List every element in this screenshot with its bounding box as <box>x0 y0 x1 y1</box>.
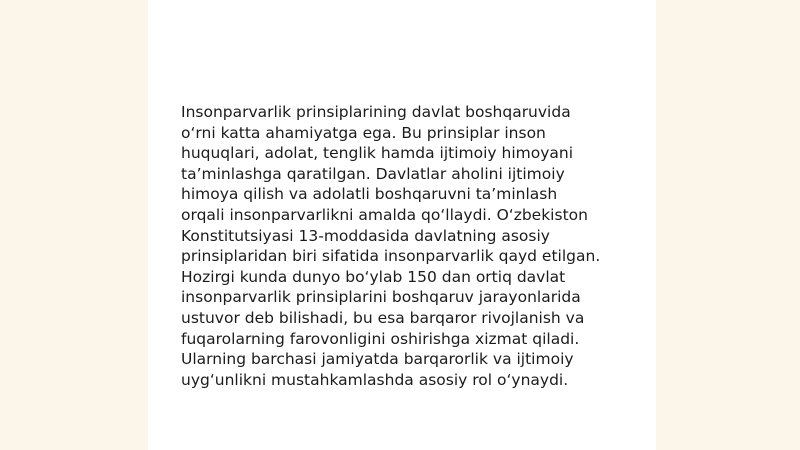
document-page <box>148 0 656 450</box>
body-paragraph: Insonparvarlik prinsiplarining davlat boshqaruvida o‘rni katta ahamiyatga ega. Bu prinsiplar inson huquqlari, adolat, tenglik hamda ijtimoiy himoyani ta’minlashga qaratilgan. Davlatlar aholini ijtimoiy himoya qilish va adolatli boshqaruvni ta’minlash orqali insonparvarlikni amalda qo‘llaydi. O‘zbekiston Konstitutsiyasi 13-moddasida davlatning asosiy prinsiplaridan biri sifatida insonparvarlik qayd etilgan. Hozirgi kunda dunyo bo‘ylab 150 dan ortiq davlat insonparvarlik prinsiplarini boshqaruv jarayonlarida ustuvor deb bilishadi, bu esa barqaror rivojlanish va fuqarolarning farovonligini oshirishga xizmat qiladi. Ularning barchasi jamiyatda barqarorlik va ijtimoiy uyg‘unlikni mustahkamlashda asosiy rol o‘ynaydi. <box>181 103 601 389</box>
